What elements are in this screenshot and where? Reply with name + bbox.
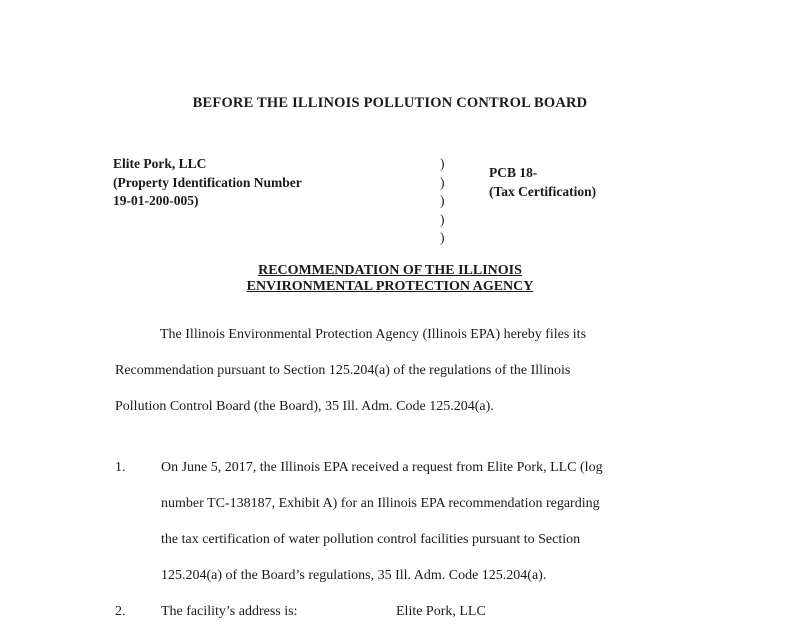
intro-line: The Illinois Environmental Protection Agency (Illinois EPA) hereby files its bbox=[160, 327, 587, 342]
caption-paren: ) bbox=[440, 193, 445, 208]
paragraph-line: On June 5, 2017, the Illinois EPA received a request from Elite Pork, LLC (log bbox=[161, 460, 603, 475]
address-label: The facility’s address is: bbox=[161, 604, 298, 619]
caption-paren: ) bbox=[440, 156, 445, 171]
caption-party-line: Elite Pork, LLC bbox=[113, 156, 207, 171]
caption-case-number bbox=[489, 164, 596, 201]
paragraph-line: 125.204(a) of the Board’s regulations, 35 Ill. Adm. Code 125.204(a). bbox=[161, 568, 547, 583]
paragraph-text bbox=[161, 594, 681, 630]
case-number: PCB 18- bbox=[489, 165, 538, 180]
paragraph-line: the tax certification of water pollution control facilities pursuant to Section bbox=[161, 532, 581, 547]
case-type: (Tax Certification) bbox=[489, 183, 597, 199]
case-caption bbox=[113, 155, 673, 255]
caption-paren: ) bbox=[440, 211, 445, 227]
caption-paren: ) bbox=[440, 230, 445, 245]
paragraph-text bbox=[161, 450, 681, 594]
intro-paragraph bbox=[115, 317, 675, 425]
paragraph-line: number TC-138187, Exhibit A) for an Illinois EPA recommendation regarding bbox=[161, 496, 600, 511]
document-title bbox=[0, 263, 790, 295]
caption-parentheses bbox=[440, 155, 445, 248]
caption-party bbox=[113, 155, 302, 211]
intro-line: Recommendation pursuant to Section 125.204(a) of the regulations of the Illinois bbox=[115, 363, 571, 378]
paragraph-number: 2. bbox=[115, 604, 126, 619]
caption-paren: ) bbox=[440, 174, 445, 190]
caption-party-line: (Property Identification Number bbox=[113, 174, 302, 190]
court-heading: BEFORE THE ILLINOIS POLLUTION CONTROL BOARD bbox=[192, 95, 588, 111]
title-line: RECOMMENDATION OF THE ILLINOIS bbox=[258, 263, 522, 278]
intro-line: Pollution Control Board (the Board), 35 Ill. Adm. Code 125.204(a). bbox=[115, 399, 494, 414]
address-value: Elite Pork, LLC bbox=[396, 604, 486, 619]
caption-party-line: 19-01-200-005) bbox=[113, 193, 199, 208]
paragraph-number: 1. bbox=[115, 460, 126, 475]
title-line: ENVIRONMENTAL PROTECTION AGENCY bbox=[246, 279, 534, 294]
